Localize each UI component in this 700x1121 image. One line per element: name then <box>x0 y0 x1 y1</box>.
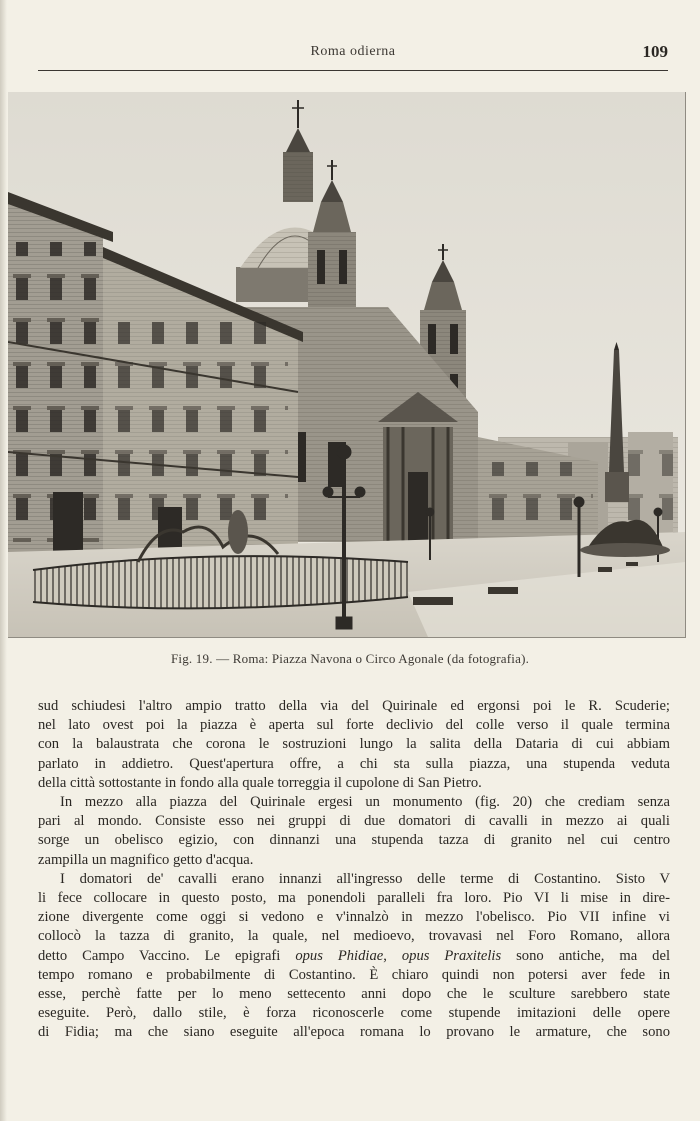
text-line <box>38 947 670 966</box>
text-line: pari al mondo. Consiste esso nei gruppi di due domatori di cavalli in mezzo ai quali <box>38 813 670 830</box>
text-line: sorge un obelisco egizio, con dinnanzi una stupenda tazza di granito nel cui centro <box>38 832 670 849</box>
figure-caption: Fig. 19. — Roma: Piazza Navona o Circo Agonale (da fotografia). <box>170 651 530 666</box>
text-line: tempo romano e probabilmente di Costantino. È chiaro quindi non potersi aver fede in <box>38 966 670 983</box>
text-line: esse, perchè fatte per lo meno settecento anni dopo che le sculture sarebbero state <box>38 986 670 1003</box>
page-number: 109 <box>642 42 668 61</box>
body-text <box>38 697 670 1043</box>
text-line: In mezzo alla piazza del Quirinale ergesi un monumento (fig. 20) che crediam senza <box>60 794 670 811</box>
text-line: sud schiudesi l'altro ampio tratto della via del Quirinale ed ergonsi poi le R. Scuderie; <box>38 698 670 714</box>
text-line: parlato in addietro. Quest'apertura offre, a chi sta sulla piazza, una stupenda veduta <box>38 755 670 772</box>
text-line: zione divergente come oggi si vedono e v'innalzò in mezzo l'obelisco. Pio VII infine vi <box>38 909 670 926</box>
text-line: di Fidia; ma che siano eseguite all'epoca romana lo provano le armature, che sono <box>38 1024 670 1041</box>
text-line: con la balaustrata che corona le sostruzioni lungo la salita della Dataria di cui abbiam <box>38 736 670 753</box>
text-run: sono antiche, ma del <box>501 947 670 964</box>
figure-engraving-piazza-navona <box>8 92 686 638</box>
running-title: Roma odierna <box>310 44 396 59</box>
text-line: eseguite. Però, dallo stile, è forza riconoscerle come stupende imitazioni delle opere <box>38 1005 670 1022</box>
italic-epigraph: opus Phidiae <box>295 947 384 964</box>
text-line: zampilla un magnifico getto d'acqua. <box>38 851 254 868</box>
text-line: nel lato ovest poi la piazza è aperta sul forte declivio del colle verso il quale termina <box>38 717 670 734</box>
text-line: li fece collocare in questo posto, ma ponendoli paralleli fra loro. Pio VI li mise in dire- <box>38 890 670 907</box>
text-run: detto Campo Vaccino. Le epigrafi <box>38 947 296 964</box>
engraving-illustration <box>8 92 685 637</box>
text-line: collocò la tazza di granito, la quale, nel medioevo, trovavasi nel Foro Romano, allora <box>38 928 670 945</box>
text-line: della città sottostante in fondo alla quale torreggia il cupolone di San Pietro. <box>38 774 482 791</box>
page-edge-shadow <box>0 0 7 1121</box>
running-header <box>38 38 668 71</box>
text-run: , <box>383 947 402 964</box>
italic-epigraph: opus Praxitelis <box>401 947 502 964</box>
text-line: I domatori de' cavalli erano innanzi all'ingresso delle terme di Costantino. Sisto V <box>60 870 670 887</box>
